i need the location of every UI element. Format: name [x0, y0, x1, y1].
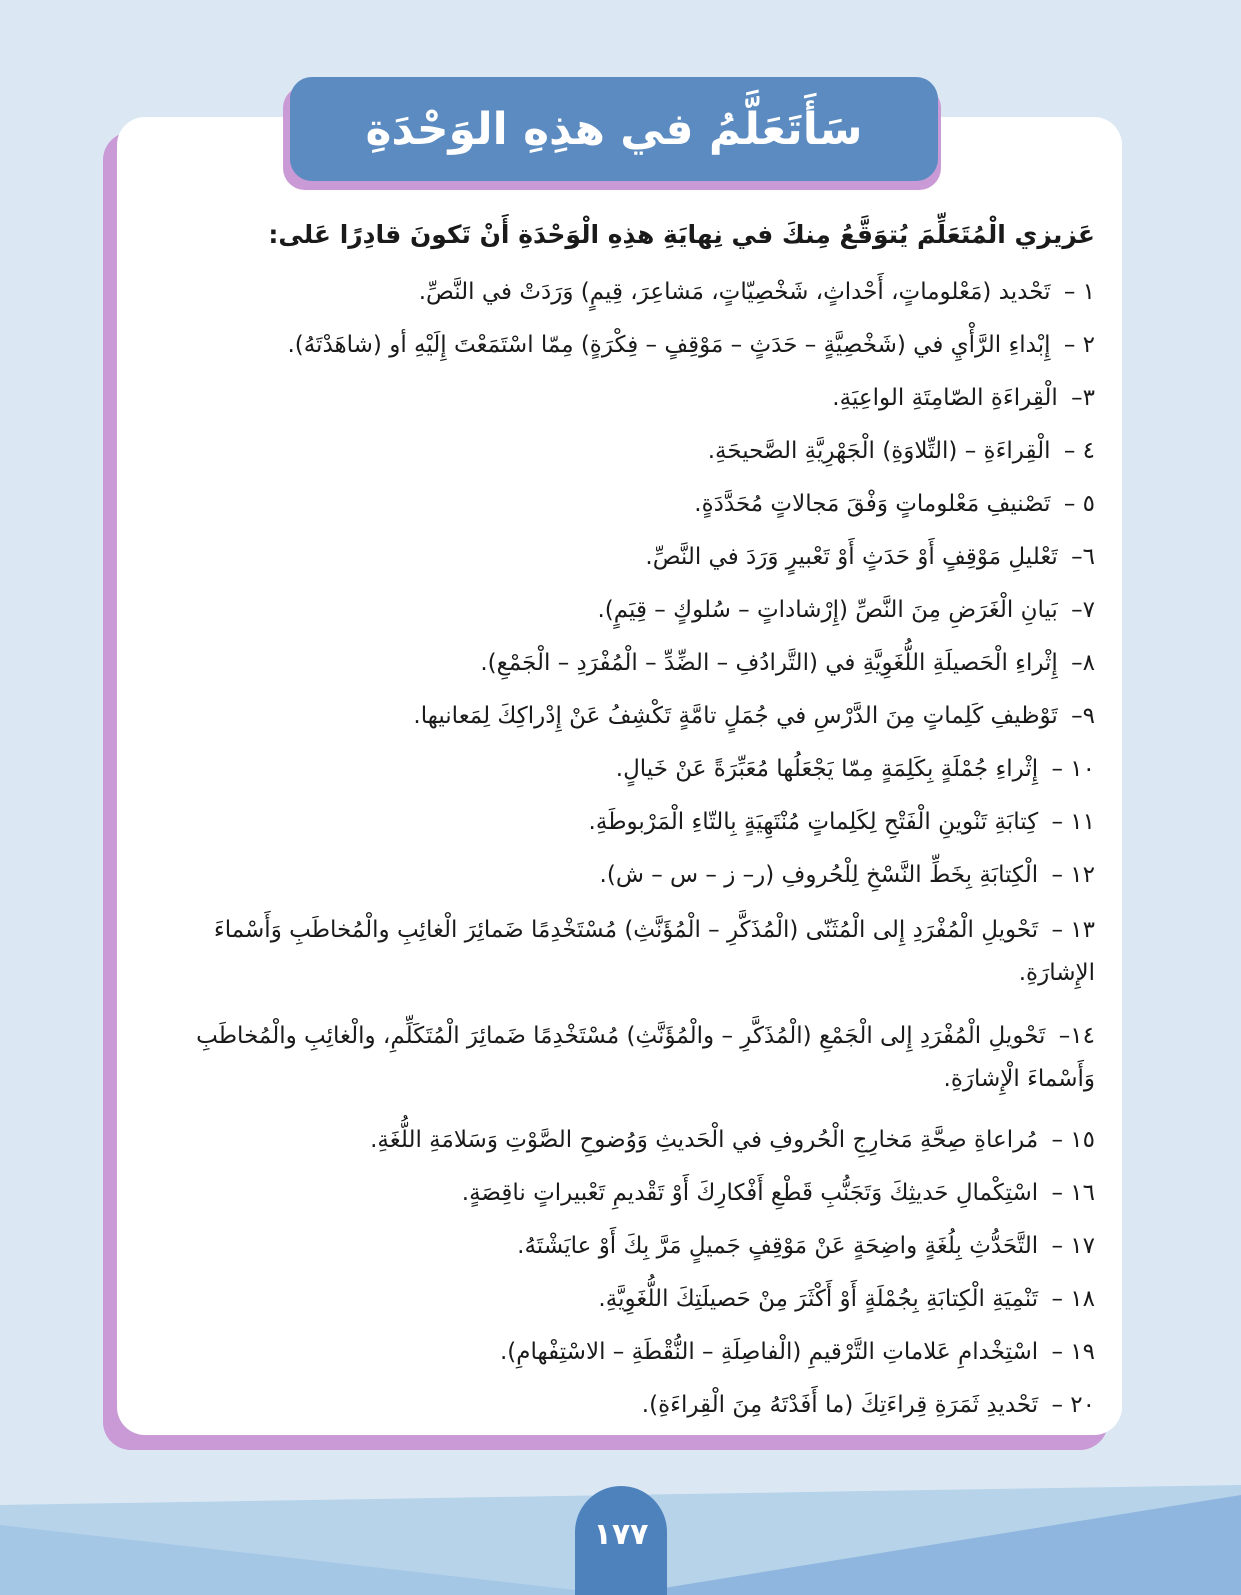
page-number-tab	[575, 1486, 667, 1595]
objective-text: مُراعاةِ صِحَّةِ مَخارِجِ الْحُروفِ في الْحَديثِ وَوُضوحِ الصَّوْتِ وَسَلامَةِ اللُّغَةِ.	[370, 1127, 1039, 1153]
objective-item	[140, 1272, 1095, 1325]
objective-number: ٣–	[1071, 385, 1095, 411]
objective-text: الْقِراءَةِ الصّامِتَةِ الواعِيَةِ.	[832, 385, 1058, 411]
objective-item	[140, 742, 1095, 795]
objective-item	[140, 1325, 1095, 1378]
objective-item	[140, 1007, 1095, 1113]
objectives-content	[140, 205, 1095, 1431]
objective-number: ٧–	[1071, 597, 1095, 623]
objective-text: تَحْديدِ ثَمَرَةِ قِراءَتِكَ (ما أَفَدْتَهُ مِنَ الْقِراءَةِ).	[641, 1392, 1039, 1418]
objective-text: تَحْويلِ الْمُفْرَدِ إِلى الْمُثَنّى (الْمُذَكَّرِ – الْمُؤَنَّثِ) مُسْتَخْدِمًا ضَمائِرَ الْغائِبِ والْمُخاطَبِ وَأَسْماءَ الإِشارَةِ.	[213, 917, 1095, 986]
objective-number: ١٥ –	[1051, 1127, 1095, 1153]
objective-item	[140, 583, 1095, 636]
objective-item	[140, 848, 1095, 901]
objective-number: ١ –	[1063, 279, 1095, 305]
objective-number: ٩–	[1071, 703, 1095, 729]
objective-text: الْقِراءَةِ – (التِّلاوَةِ) الْجَهْرِيَّةِ الصَّحيحَةِ.	[707, 438, 1051, 464]
objective-number: ١٠ –	[1051, 756, 1095, 782]
page-number: ١٧٧	[593, 1517, 649, 1552]
objective-number: ٢ –	[1063, 332, 1095, 358]
objective-number: ٨–	[1071, 650, 1095, 676]
objective-text: تَصْنيفِ مَعْلوماتٍ وَفْقَ مَجالاتٍ مُحَدَّدَةٍ.	[694, 491, 1051, 517]
objective-item	[140, 1378, 1095, 1431]
objective-text: تَحْويلِ الْمُفْرَدِ إِلى الْجَمْعِ (الْمُذَكَّرِ – والْمُؤَنَّثِ) مُسْتَخْدِمًا ضَمائِرَ الْمُتَكَلِّمِ، والْغائِبِ والْمُخاطَبِ وَأَسْماءَ الْإِشارَةِ.	[196, 1023, 1095, 1092]
objective-number: ٢٠ –	[1051, 1392, 1095, 1418]
objective-number: ١٧ –	[1051, 1233, 1095, 1259]
objective-number: ١٤–	[1058, 1023, 1095, 1049]
objective-number: ٦–	[1071, 544, 1095, 570]
objectives-list	[140, 265, 1095, 1431]
unit-title-banner	[290, 77, 938, 181]
objective-text: تَنْمِيَةِ الْكِتابَةِ بِجُمْلَةٍ أَوْ أَكْثَرَ مِنْ حَصيلَتِكَ اللُّغَوِيَّةِ.	[598, 1286, 1039, 1312]
objective-item	[140, 1166, 1095, 1219]
objective-item	[140, 318, 1095, 371]
objective-text: بَيانِ الْغَرَضِ مِنَ النَّصِّ (إِرْشاداتٍ – سُلوكٍ – قِيَمٍ).	[597, 597, 1058, 623]
objective-text: إِبْداءِ الرَّأْيِ في (شَخْصِيَّةٍ – حَدَثٍ – مَوْقِفٍ – فِكْرَةٍ) مِمّا اسْتَمَعْتَ إِلَيْهِ أو (شاهَدْتَهُ).	[287, 332, 1051, 358]
objective-number: ١٢ –	[1051, 862, 1095, 888]
objective-text: تَعْليلِ مَوْقِفٍ أَوْ حَدَثٍ أَوْ تَعْبيرٍ وَرَدَ في النَّصِّ.	[645, 544, 1058, 570]
objective-number: ٥ –	[1063, 491, 1095, 517]
objective-item	[140, 901, 1095, 1007]
objective-item	[140, 424, 1095, 477]
objective-item	[140, 1113, 1095, 1166]
objective-text: تَحْديد (مَعْلوماتٍ، أَحْداثٍ، شَخْصِيّاتٍ، مَشاعِرَ، قِيمٍ) وَرَدَتْ في النَّصِّ.	[418, 279, 1051, 305]
objective-number: ١٦ –	[1051, 1180, 1095, 1206]
objective-text: إِثْراءِ الْحَصيلَةِ اللُّغَوِيَّةِ في (التَّرادُفِ – الضِّدِّ – الْمُفْرَدِ – الْجَمْعِ).	[480, 650, 1058, 676]
objective-text: تَوْظيفِ كَلِماتٍ مِنَ الدَّرْسِ في جُمَلٍ تامَّةٍ تَكْشِفُ عَنْ إِدْراكِكَ لِمَعانيها.	[413, 703, 1058, 729]
objective-item	[140, 636, 1095, 689]
objective-text: التَّحَدُّثِ بِلُغَةٍ واضِحَةٍ عَنْ مَوْقِفٍ جَميلٍ مَرَّ بِكَ أَوْ عايَشْتَهُ.	[517, 1233, 1039, 1259]
objective-text: الْكِتابَةِ بِخَطِّ النَّسْخِ لِلْحُروفِ (ر– ز – س – ش).	[599, 862, 1039, 888]
objective-item	[140, 1219, 1095, 1272]
objectives-intro: عَزيزي الْمُتَعَلِّمَ يُتوَقَّعُ مِنكَ في نِهايَةِ هذِهِ الْوَحْدَةِ أَنْ تَكونَ قادِرًا عَلى:	[268, 220, 1095, 249]
objective-item	[140, 530, 1095, 583]
objective-number: ١٣ –	[1051, 917, 1095, 943]
objective-text: إِثْراءِ جُمْلَةٍ بِكَلِمَةٍ مِمّا يَجْعَلُها مُعَبِّرَةً عَنْ خَيالٍ.	[615, 756, 1039, 782]
objective-text: كِتابَةِ تَنْوينِ الْفَتْحِ لِكَلِماتٍ مُنْتَهِيَةٍ بِالتّاءِ الْمَرْبوطَةِ.	[588, 809, 1039, 835]
objective-number: ١٩ –	[1051, 1339, 1095, 1365]
objective-item	[140, 795, 1095, 848]
objective-item	[140, 477, 1095, 530]
objective-number: ١٨ –	[1051, 1286, 1095, 1312]
objective-text: اسْتِخْدامِ عَلاماتِ التَّرْقيمِ (الْفاصِلَةِ – النُّقْطَةِ – الاسْتِفْهامِ).	[499, 1339, 1039, 1365]
unit-title: سَأَتَعَلَّمُ في هذِهِ الوَحْدَةِ	[365, 103, 863, 155]
objective-item	[140, 689, 1095, 742]
objective-number: ١١ –	[1051, 809, 1095, 835]
objective-item	[140, 265, 1095, 318]
objective-item	[140, 371, 1095, 424]
objective-text: اسْتِكْمالِ حَديثِكَ وَتَجَنُّبِ قَطْعِ أَفْكارِكَ أَوْ تَقْديمِ تَعْبيراتٍ ناقِصَةٍ.	[461, 1180, 1039, 1206]
objective-number: ٤ –	[1063, 438, 1095, 464]
